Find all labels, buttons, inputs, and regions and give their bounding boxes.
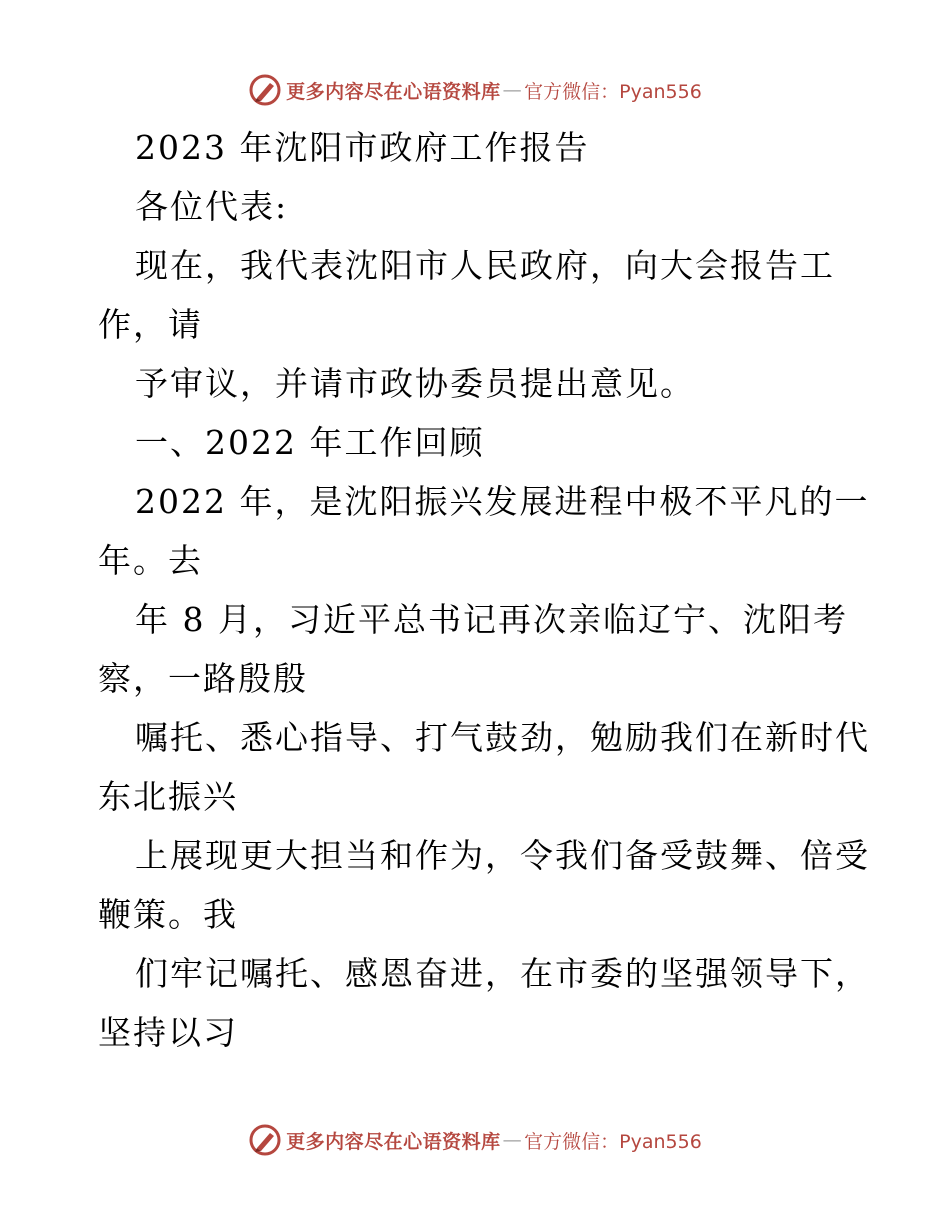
- section-heading: 一、2022 年工作回顾: [135, 423, 485, 462]
- watermark-contact-text: 官方微信：Pyan556: [524, 80, 702, 103]
- pen-logo-icon: [248, 73, 282, 107]
- paragraph-line: 们牢记嘱托、感恩奋进，在市委的坚强领导下，: [135, 954, 870, 993]
- paragraph-line: 予审议，并请市政协委员提出意见。: [135, 364, 695, 403]
- salutation: 各位代表:: [135, 187, 289, 226]
- paragraph-line: 2022 年，是沈阳振兴发展进程中极不平凡的一: [135, 482, 870, 521]
- footer-watermark: [0, 1120, 950, 1160]
- paragraph-line: 作，请: [98, 305, 203, 344]
- watermark-site-text: 更多内容尽在心语资料库: [286, 80, 501, 103]
- paragraph-line: 鞭策。我: [98, 895, 238, 934]
- document-body: [98, 118, 870, 1062]
- paragraph-line: 东北振兴: [98, 777, 238, 816]
- pen-logo-icon: [248, 1123, 282, 1157]
- paragraph-line: 现在，我代表沈阳市人民政府，向大会报告工: [135, 246, 835, 285]
- paragraph-line: 年。去: [98, 541, 203, 580]
- watermark-site-text: 更多内容尽在心语资料库: [286, 1130, 501, 1153]
- paragraph-line: 上展现更大担当和作为，令我们备受鼓舞、倍受: [135, 836, 870, 875]
- document-title: 2023 年沈阳市政府工作报告: [135, 128, 590, 167]
- watermark-separator: —: [502, 79, 523, 101]
- watermark-contact-text: 官方微信：Pyan556: [524, 1130, 702, 1153]
- paragraph-line: 坚持以习: [98, 1013, 238, 1052]
- paragraph-line: 嘱托、悉心指导、打气鼓劲，勉励我们在新时代: [135, 718, 870, 757]
- paragraph-line: 察，一路殷殷: [98, 659, 308, 698]
- header-watermark: [0, 70, 950, 110]
- paragraph-line: 年 8 月，习近平总书记再次亲临辽宁、沈阳考: [135, 600, 848, 639]
- watermark-separator: —: [502, 1129, 523, 1151]
